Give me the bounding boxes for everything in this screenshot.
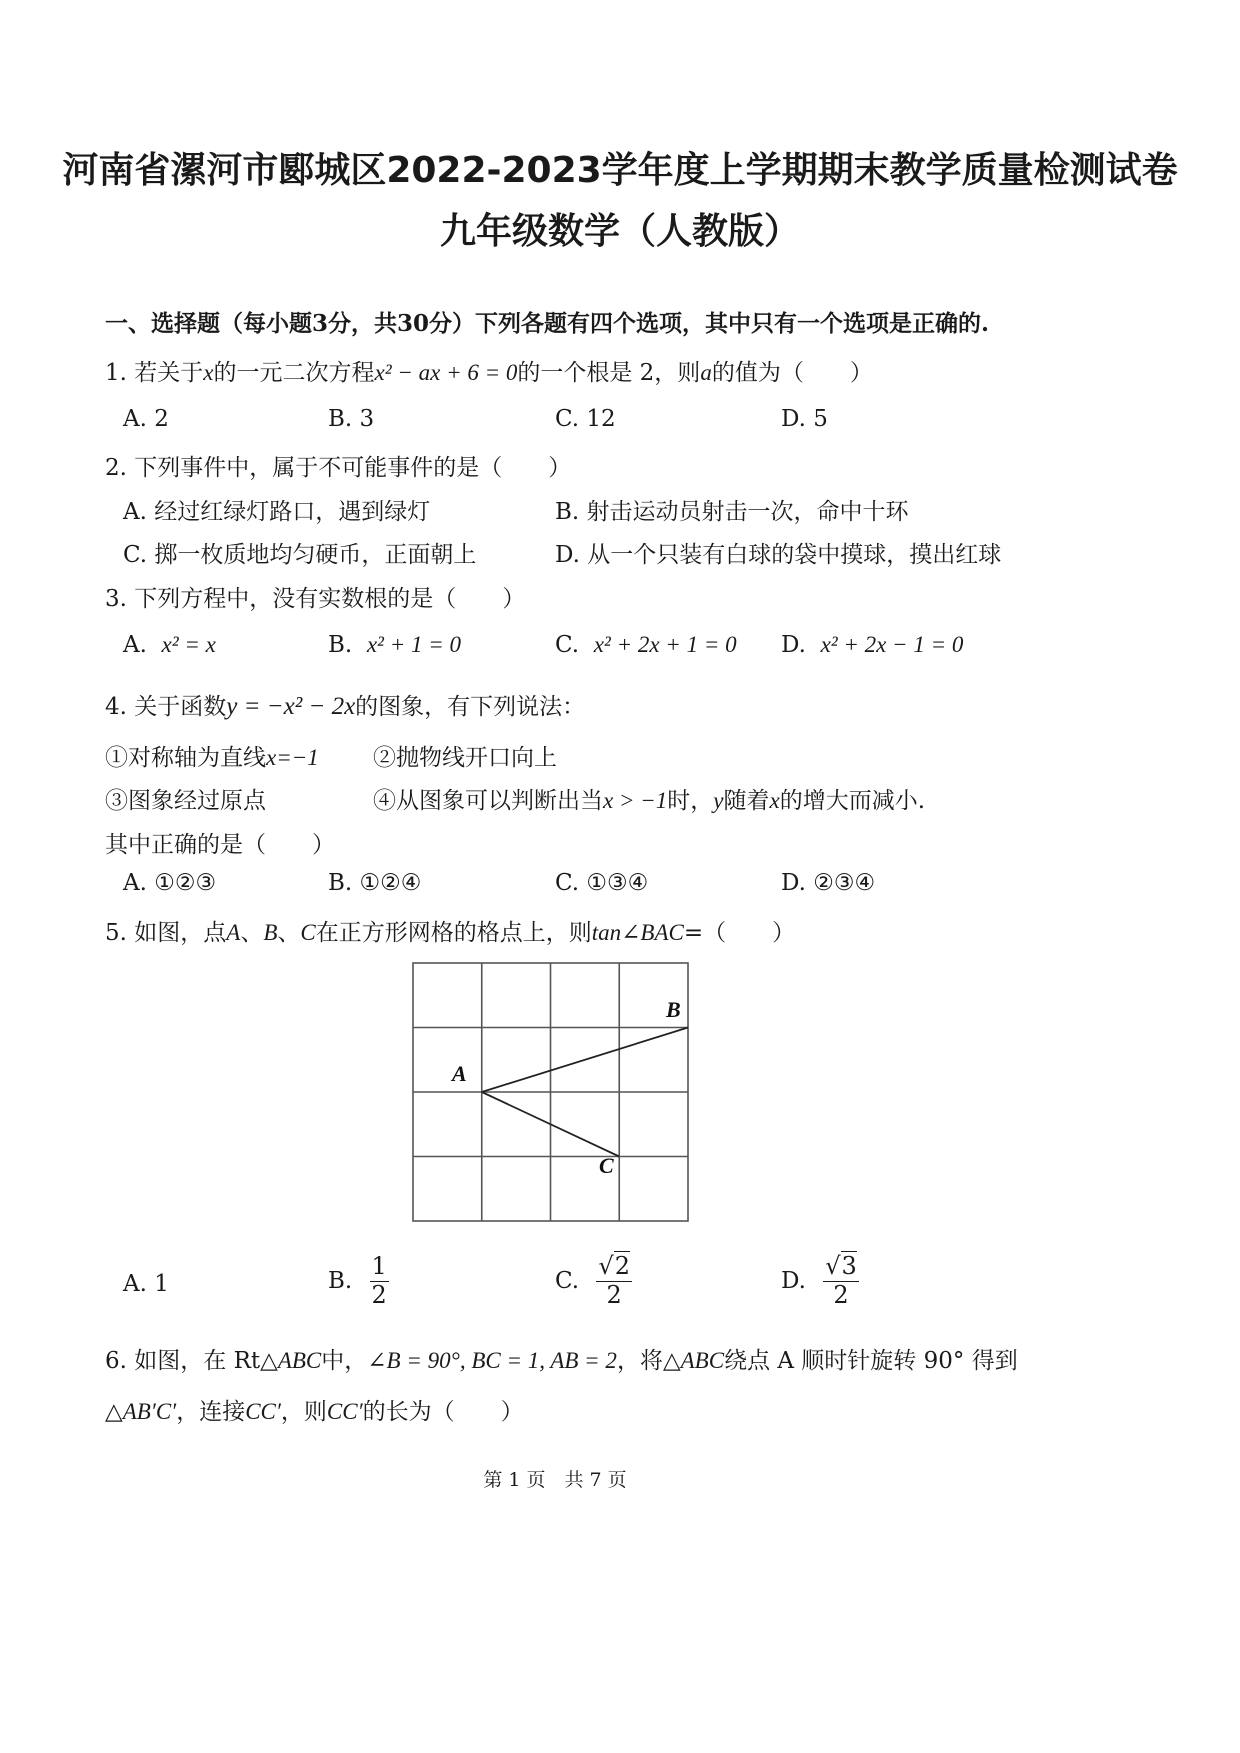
question-4-which: 其中正确的是（ ） xyxy=(105,832,335,858)
question-5-option-c[interactable]: C. $\frac{√2}{2}$ xyxy=(555,1252,630,1309)
point-c-label: C xyxy=(599,1153,614,1178)
question-5-stem: 5. 如图，点A、B、C在正方形网格的格点上，则tan∠BAC=（ ） xyxy=(105,920,796,946)
question-3-stem: 3. 下列方程中，没有实数根的是（ ） xyxy=(105,586,526,612)
question-4-statement-2: ②抛物线开口向上 xyxy=(373,745,557,771)
question-5-option-d[interactable]: D. $\frac{√3}{2}$ xyxy=(781,1252,857,1309)
question-1-stem: 1. 若关于x的一元二次方程x² − ax + 6 = 0的一个根是 2，则a的值为（ ） xyxy=(105,360,873,386)
question-4-statement-4: ④从图象可以判断出当x > −1时，y随着x的增大而减小. xyxy=(373,788,925,814)
question-4-statement-1: ①对称轴为直线x=−1 xyxy=(105,745,319,771)
question-3-option-b[interactable]: B. x² + 1 = 0 xyxy=(328,632,461,658)
exam-title-line2: 九年级数学（人教版） xyxy=(439,211,800,252)
page-number: 第 1 页 共 7 页 xyxy=(483,1469,627,1491)
question-4-option-b[interactable]: B. ①②④ xyxy=(328,870,422,896)
question-1-option-c[interactable]: C. 12 xyxy=(555,406,616,432)
question-6-stem-line2: △AB′C′，连接CC′，则CC′的长为（ ） xyxy=(105,1399,524,1425)
question-6-stem-line1: 6. 如图，在 Rt△ABC中，∠B = 90°, BC = 1, AB = 2，将△ABC绕点 A 顺时针旋转 90° 得到 xyxy=(105,1348,1018,1374)
question-3-option-a[interactable]: A. x² = x xyxy=(123,632,216,658)
question-2-option-c[interactable]: C. 掷一枚质地均匀硬币，正面朝上 xyxy=(123,542,477,568)
question-5-grid-figure xyxy=(412,962,692,1224)
section-heading: 一、选择题（每小题3分，共30分）下列各题有四个选项，其中只有一个选项是正确的. xyxy=(105,310,990,337)
question-4-statement-3: ③图象经过原点 xyxy=(105,788,266,814)
question-2-option-d[interactable]: D. 从一个只装有白球的袋中摸球，摸出红球 xyxy=(555,542,1002,568)
question-4-stem: 4. 关于函数y = −x² − 2x的图象，有下列说法： xyxy=(105,693,586,720)
question-1-option-a[interactable]: A. 2 xyxy=(123,406,169,432)
segment-ab xyxy=(482,1028,688,1093)
question-5-option-a[interactable]: A. 1 xyxy=(123,1271,169,1297)
question-1-option-b[interactable]: B. 3 xyxy=(328,406,375,432)
point-b-label: B xyxy=(666,997,681,1022)
question-4-option-a[interactable]: A. ①②③ xyxy=(123,870,217,896)
point-a-label: A xyxy=(452,1061,467,1086)
exam-title-line1: 河南省漯河市郾城区2022-2023学年度上学期期末教学质量检测试卷 xyxy=(62,150,1178,191)
question-1-option-d[interactable]: D. 5 xyxy=(781,406,828,432)
question-3-option-c[interactable]: C. x² + 2x + 1 = 0 xyxy=(555,632,737,658)
question-3-option-d[interactable]: D. x² + 2x − 1 = 0 xyxy=(781,632,964,658)
grid-lines xyxy=(413,963,688,1221)
question-2-option-b[interactable]: B. 射击运动员射击一次，命中十环 xyxy=(555,499,909,525)
question-4-option-c[interactable]: C. ①③④ xyxy=(555,870,649,896)
question-2-stem: 2. 下列事件中，属于不可能事件的是（ ） xyxy=(105,455,572,481)
question-5-option-b[interactable]: B. $\frac{1}{2}$ xyxy=(328,1252,387,1309)
question-2-option-a[interactable]: A. 经过红绿灯路口，遇到绿灯 xyxy=(123,499,431,525)
question-4-option-d[interactable]: D. ②③④ xyxy=(781,870,876,896)
